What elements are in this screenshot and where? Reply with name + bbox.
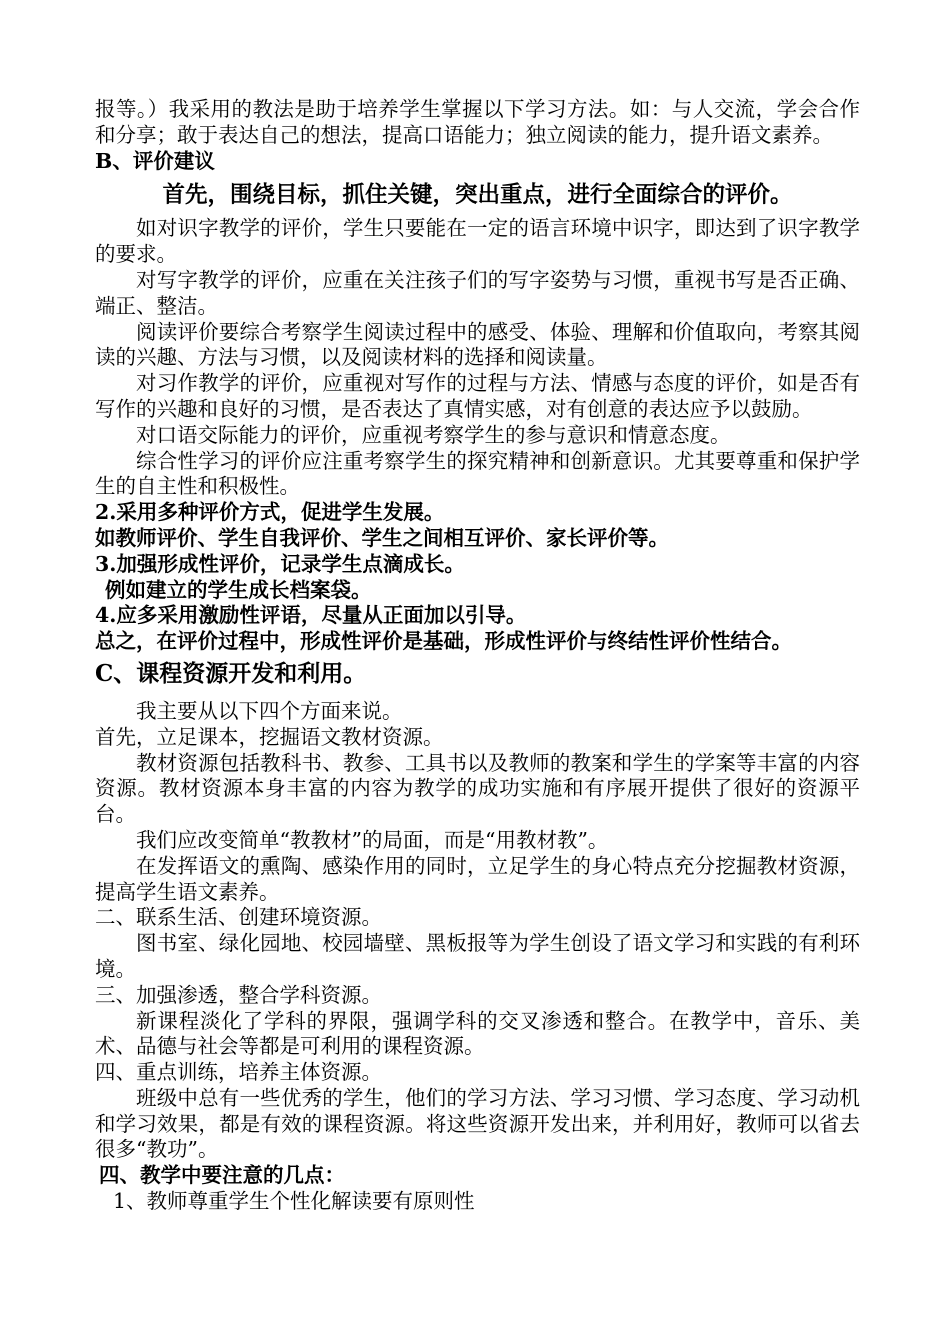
resource-item-3-heading: 三、加强渗透，整合学科资源。 — [95, 982, 382, 1007]
section-heading-evaluation: B、评价建议 — [95, 148, 215, 173]
paragraph-use-textbook: 我们应改变简单“教教材”的局面，而是“用教材教”。 — [136, 827, 609, 852]
resource-item-2-heading: 二、联系生活、创建环境资源。 — [95, 905, 382, 930]
resource-item-4-heading: 四、重点训练，培养主体资源。 — [95, 1060, 382, 1085]
paragraph-cultivation: 在发挥语文的熏陶、感染作用的同时，立足学生的身心特点充分挖掘教材资源，提高学生语文素养。 — [95, 853, 860, 904]
paragraph-subject-integration: 新课程淡化了学科的界限，强调学科的交叉渗透和整合。在教学中，音乐、美术、品德与社会等都是可利用的课程资源。 — [95, 1008, 860, 1059]
point-3-detail: 例如建立的学生成长档案袋。 — [105, 577, 372, 602]
evaluation-principle-heading: 首先，围绕目标，抓住关键，突出重点，进行全面综合的评价。 — [162, 182, 793, 209]
section-heading-notes: 四、教学中要注意的几点： — [99, 1163, 345, 1188]
resource-item-1-heading: 首先，立足课本，挖掘语文教材资源。 — [95, 724, 444, 749]
paragraph-teaching-methods: 报等。）我采用的教法是助于培养学生掌握以下学习方法。如：与人交流，学会合作和分享；敢于表达自己的想法，提高口语能力；独立阅读的能力，提升语文素养。 — [95, 97, 860, 147]
point-4-heading: 4.应多采用激励性评语，尽量从正面加以引导。 — [95, 603, 527, 628]
paragraph-student-resources: 班级中总有一些优秀的学生，他们的学习方法、学习习惯、学习态度、学习动机和学习效果，都是有效的课程资源。将这些资源开发出来，并利用好，教师可以省去很多“教功”。 — [95, 1085, 860, 1162]
paragraph-literacy-evaluation: 如对识字教学的评价，学生只要能在一定的语言环境中识字，即达到了识字教学的要求。 — [95, 216, 860, 267]
paragraph-textbook-resources: 教材资源包括教科书、教参、工具书以及教师的教案和学生的学案等丰富的内容资源。教材资源本身丰富的内容为教学的成功实施和有序展开提供了很好的资源平台。 — [95, 750, 860, 827]
paragraph-oral-evaluation: 对口语交际能力的评价，应重视考察学生的参与意识和情意态度。 — [136, 422, 731, 447]
paragraph-composition-evaluation: 对习作教学的评价，应重视对写作的过程与方法、情感与态度的评价，如是否有写作的兴趣和良好的习惯，是否表达了真情实感，对有创意的表达应予以鼓励。 — [95, 371, 860, 421]
paragraph-reading-evaluation: 阅读评价要综合考察学生阅读过程中的感受、体验、理解和价值取向，考察其阅读的兴趣、方法与习惯，以及阅读材料的选择和阅读量。 — [95, 319, 860, 370]
point-3-heading: 3.加强形成性评价，记录学生点滴成长。 — [95, 551, 465, 576]
paragraph-comprehensive-evaluation: 综合性学习的评价应注重考察学生的探究精神和创新意识。尤其要尊重和保护学生的自主性和积极性。 — [95, 448, 860, 499]
document-page — [95, 97, 860, 1215]
paragraph-writing-evaluation: 对写字教学的评价，应重在关注孩子们的写字姿势与习惯，重视书写是否正确、端正、整洁。 — [95, 267, 860, 318]
point-2-heading: 2.采用多种评价方式，促进学生发展。 — [95, 500, 445, 525]
paragraph-resources-intro: 我主要从以下四个方面来说。 — [136, 698, 403, 723]
section-heading-resources: C、课程资源开发和利用。 — [95, 659, 367, 687]
point-2-detail: 如教师评价、学生自我评价、学生之间相互评价、家长评价等。 — [95, 525, 669, 550]
paragraph-environment-resources: 图书室、绿化园地、校园墙壁、黑板报等为学生创设了语文学习和实践的有利环境。 — [95, 931, 860, 981]
note-item-1: 1、教师尊重学生个性化解读要有原则性 — [113, 1189, 475, 1214]
evaluation-summary: 总之，在评价过程中，形成性评价是基础，形成性评价与终结性评价性结合。 — [95, 629, 792, 654]
